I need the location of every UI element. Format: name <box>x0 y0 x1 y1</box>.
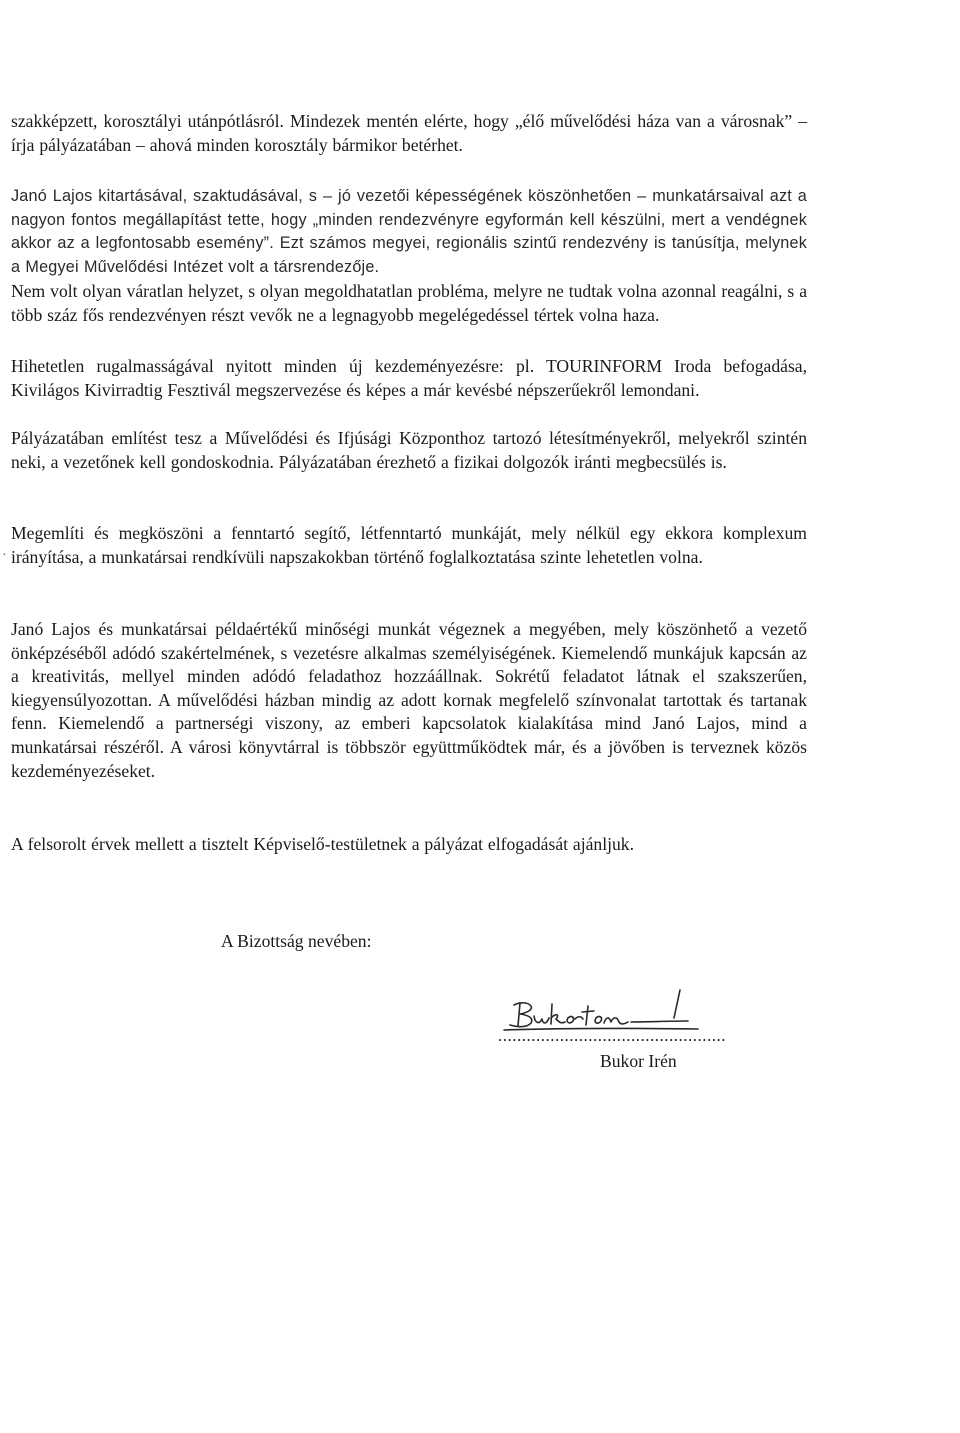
paragraph-intro-continuation: szakképzett, korosztályi utánpótlásról. Mindezek mentén elérte, hogy „élő művelődési háza van a városnak” – írja pályázatában – ahová minden korosztály bármikor betérhet. <box>11 111 807 155</box>
paragraph-leadership: Janó Lajos kitartásával, szaktudásával, s – jó vezetői képességének köszönhetően – munkatársaival azt a nagyon fontos megállapítást tette, hogy „minden rendezvényre egyformán kell készülni, mert a vendégnek akkor az a legfontosabb esemény”. Ezt számos megyei, regionális szintű rendezvény is tanúsítja, melynek a Megyei Művelődési Intézet volt a társrendezője. <box>11 187 807 276</box>
paragraph-recommendation: A felsorolt érvek mellett a tisztelt Képviselő-testületnek a pályázat elfogadását ajánljuk. <box>11 834 634 854</box>
paragraph-maintainer: Megemlíti és megköszöni a fenntartó segítő, létfenntartó munkáját, mely nélkül egy ekkora komplexum irányítása, a munkatársai rendkívüli napszakokban történő foglalkoztatása szinte lehetetlen volna. <box>11 523 807 567</box>
paragraph-evaluation: Janó Lajos és munkatársai példaértékű minőségi munkát végeznek a megyében, mely köszönhető a vezető önképzéséből adódó szakértelmének, s vezetésre alkalmas személyiségének. Kiemelendő munkájuk kapcsán az a kreativitás, mellyel minden adódó feladathoz hozzáállnak. Sokrétű feladatot látnak el szakszerűen, kiegyensúlyozottan. A művelődési házban mindig az adott kornak megfelelő színvonalat tartottak és tartanak fenn. Kiemelendő a partnerségi viszony, az emberi kapcsolatok kialakítása mind Janó Lajos, mind a munkatársai részéről. A városi könyvtárral is többször együttműködtek már, és a jövőben is terveznek közös kezdeményezéseket. <box>11 619 807 781</box>
committee-label: A Bizottság nevében: <box>221 931 372 951</box>
paragraph-events: Nem volt olyan váratlan helyzet, s olyan megoldhatatlan probléma, melyre ne tudtak volna azonnal reagálni, s a több száz fős rendezvényen részt vevők ne a legnagyobb megelégedéssel tértek volna haza. <box>11 281 807 325</box>
paragraph-facilities: Pályázatában említést tesz a Művelődési és Ifjúsági Központhoz tartozó létesítményekről, melyekről szintén neki, a vezetőnek kell gondoskodnia. Pályázatában érezhető a fizikai dolgozók iránti megbecsülés is. <box>11 428 807 472</box>
margin-mark: · <box>2 548 7 563</box>
signature-line: ................................................ <box>498 1026 726 1045</box>
signer-name: Bukor Irén <box>600 1051 677 1071</box>
paragraph-flexibility: Hihetetlen rugalmasságával nyitott minden új kezdeményezésre: pl. TOURINFORM Iroda befogadása, Kivilágos Kivirradtig Fesztivál megszervezése és képes a már kevésbé népszerűekről lemondani. <box>11 356 807 400</box>
